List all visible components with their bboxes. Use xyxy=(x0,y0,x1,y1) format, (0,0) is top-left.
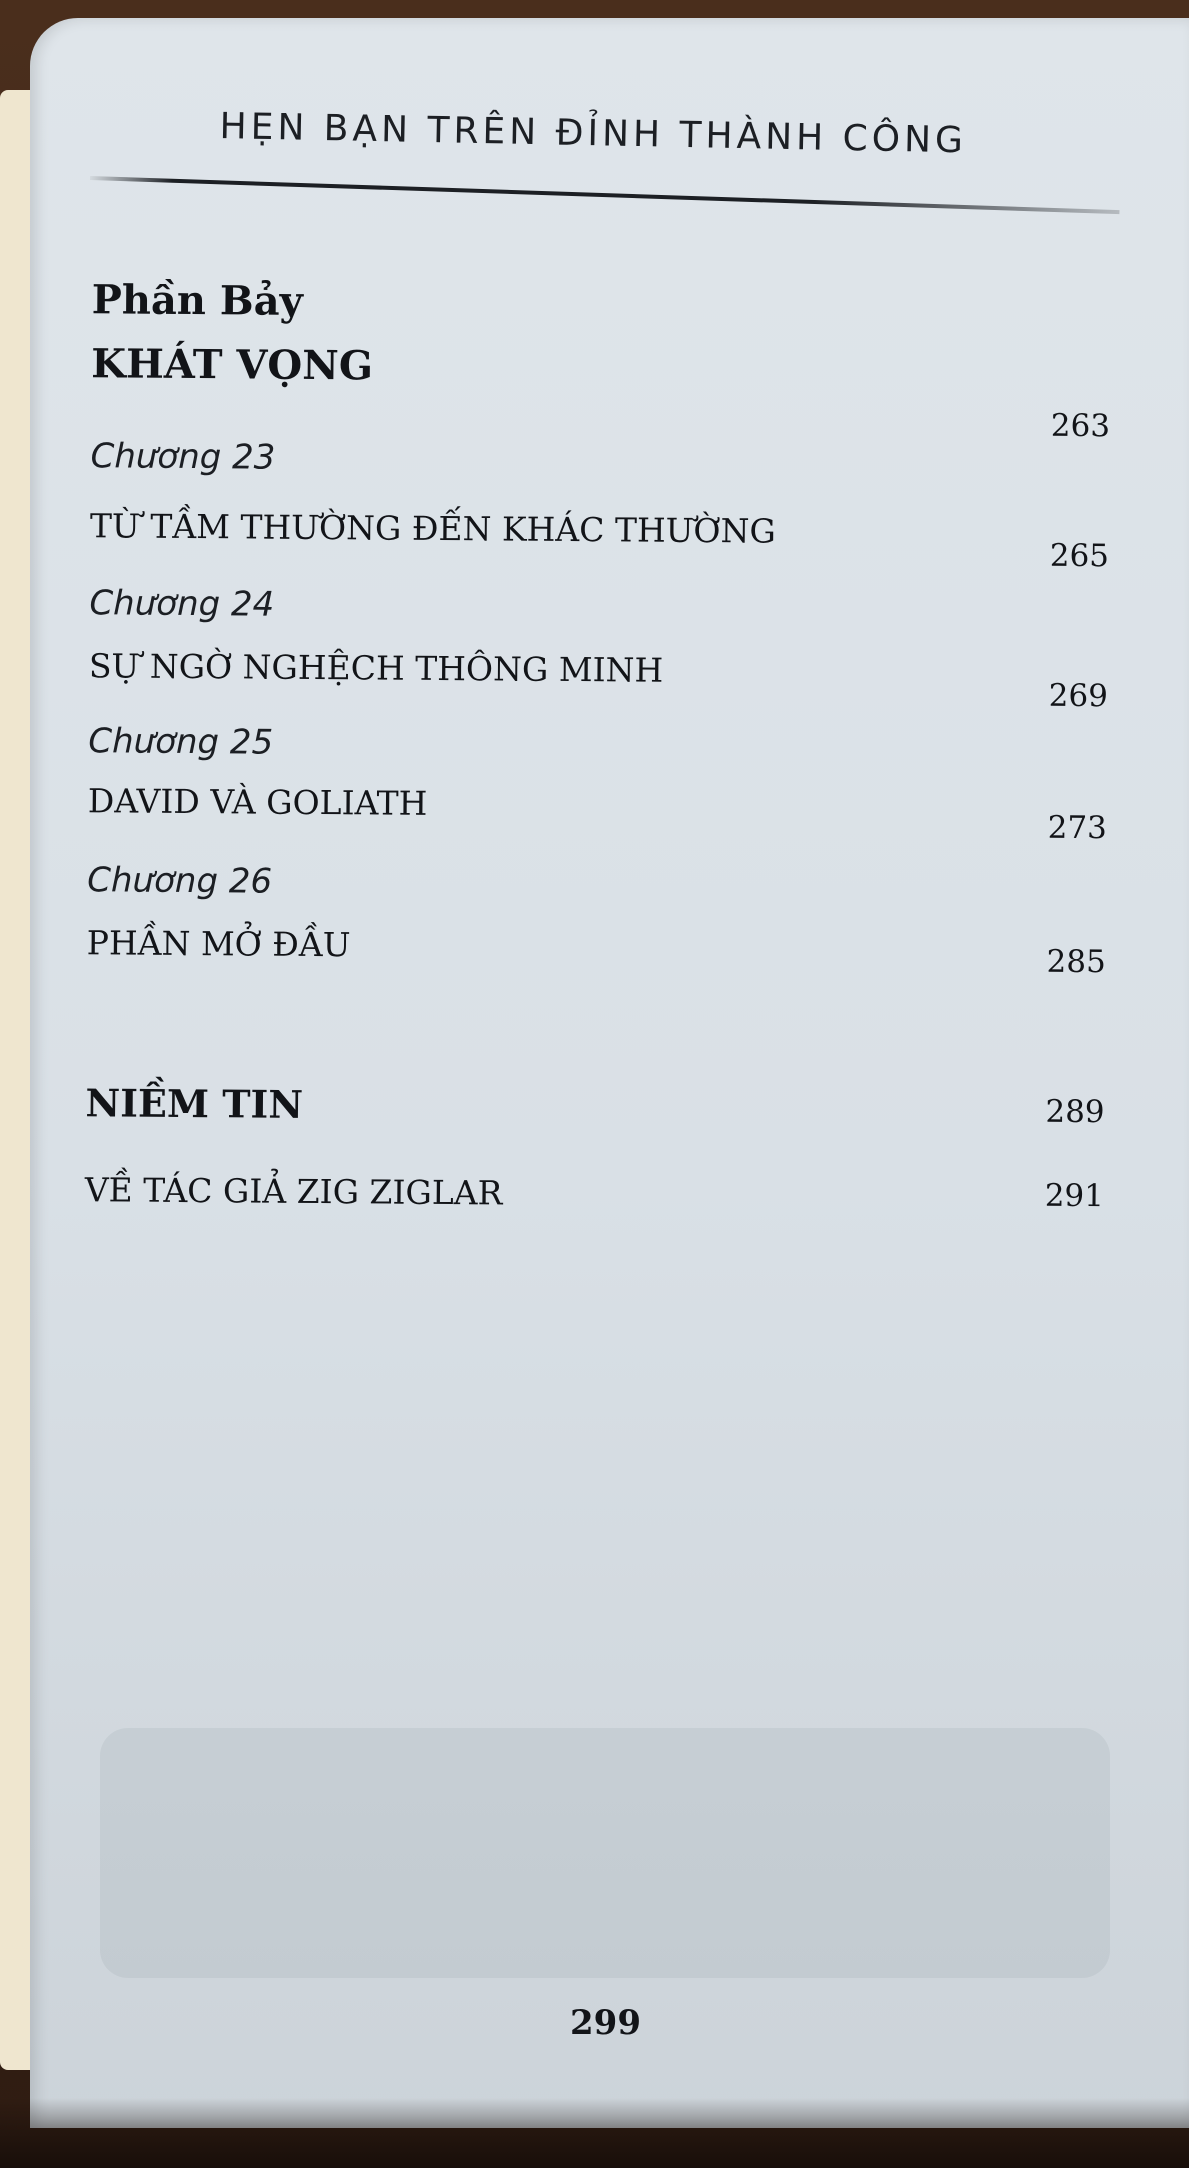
running-header: HẸN BẠN TRÊN ĐỈNH THÀNH CÔNG xyxy=(219,106,968,162)
section-niem-tin-page: 289 xyxy=(1045,1093,1105,1131)
chapter-24-title: SỰ NGỜ NGHỆCH THÔNG MINH xyxy=(88,646,664,690)
section-about-author-title: VỀ TÁC GIẢ ZIG ZIGLAR xyxy=(84,1170,503,1213)
chapter-25-title: DAVID VÀ GOLIATH xyxy=(87,781,428,823)
section-about-author-page: 291 xyxy=(1044,1177,1105,1215)
chapter-24-label: Chương 24 xyxy=(89,583,275,625)
chapter-26-page: 285 xyxy=(1046,943,1106,981)
book-page xyxy=(30,18,1189,2128)
table-of-contents xyxy=(48,18,1111,2126)
chapter-26-label: Chương 26 xyxy=(87,860,273,902)
section-niem-tin-title: NIỀM TIN xyxy=(85,1080,304,1127)
part-label: Phần Bảy xyxy=(91,276,304,325)
chapter-23-label: Chương 23 xyxy=(90,436,276,478)
part-title: KHÁT VỌNG xyxy=(91,340,374,390)
chapter-23-page: 265 xyxy=(1049,537,1110,575)
bottom-shadow xyxy=(0,2098,1189,2168)
chapter-24-page: 269 xyxy=(1048,677,1109,715)
page-folio-number: 299 xyxy=(570,2003,641,2043)
part-page-number: 263 xyxy=(1050,407,1111,445)
chapter-26-title: PHẦN MỞ ĐẦU xyxy=(86,923,351,965)
chapter-23-title: TỪ TẦM THƯỜNG ĐẾN KHÁC THƯỜNG xyxy=(89,506,776,551)
chapter-25-label: Chương 25 xyxy=(88,721,274,763)
chapter-25-page: 273 xyxy=(1047,809,1107,847)
